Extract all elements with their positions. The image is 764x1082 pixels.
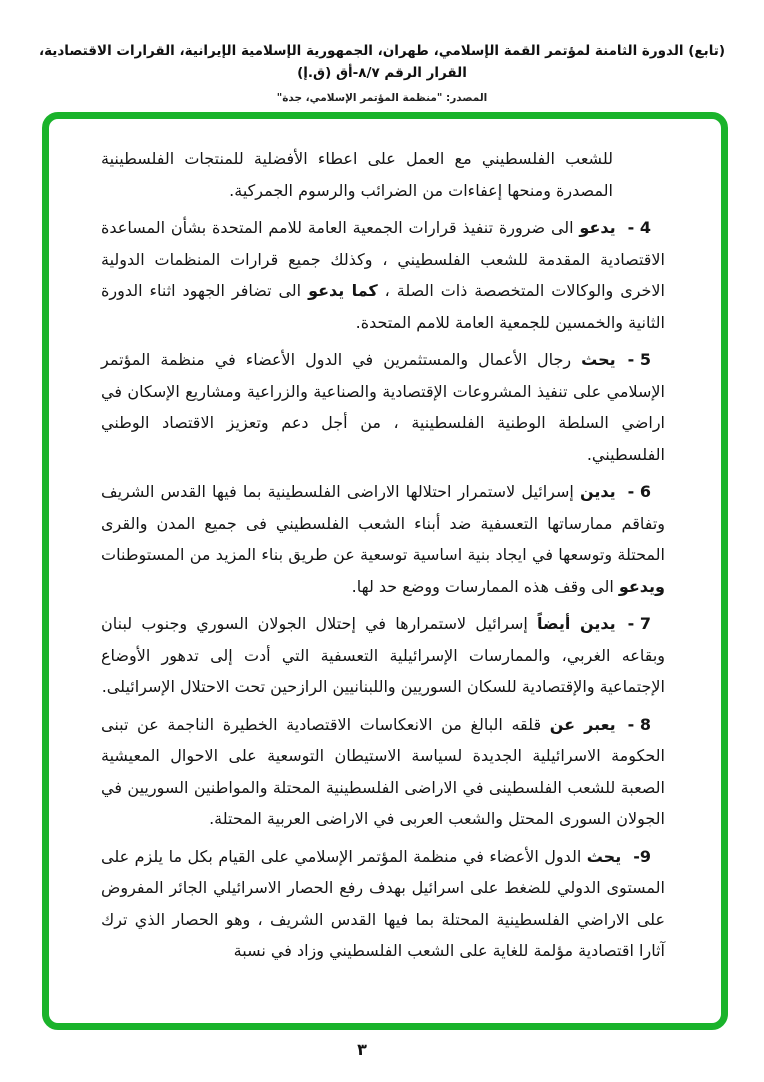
- item-body-text: الى وقف هذه الممارسات ووضع حد لها.: [351, 576, 619, 596]
- item-lead-word: كما يدعو: [308, 281, 378, 300]
- resolution-items: [101, 212, 665, 967]
- item-text: [101, 482, 665, 596]
- resolution-item: [101, 841, 665, 967]
- item-lead-word: ويدعو: [618, 576, 665, 596]
- item-lead-word: يدعو: [579, 218, 616, 237]
- item-number: 8 -: [627, 714, 652, 734]
- resolution-item: [101, 476, 665, 602]
- item-body-text: إسرائيل لاستمرارها في إحتلال الجولان السوري وجنوب لبنان وبقاعه الغربي، والممارسات الإسرائيلية التعسفية التي أدت إلى تدهور الأوضاع الإجتماعية والإقتصادية للسكان السوريين واللبنانيين الرازحين تحت الاحتلال الإسرائيلى.: [101, 614, 665, 696]
- item-body-text: الدول الأعضاء في منظمة المؤتمر الإسلامي على القيام بكل ما يلزم على المستوى الدولي للضغط على اسرائيل بهدف رفع الحصار الاسرائيلي الجائر المفروض على الاراضي الفلسطينية المحتلة بما فيها القدس الشريف ، وهو الحصار الذي ترك آثارا اقتصادية مؤلمة للغاية على الشعب الفلسطيني وزاد في نسبة: [101, 846, 665, 960]
- item-number: 5 -: [627, 350, 651, 369]
- item-text: [101, 218, 665, 332]
- resolution-content: [49, 119, 721, 1023]
- resolution-item: [101, 608, 665, 703]
- item-body-text: إسرائيل لاستمرار احتلالها الاراضى الفلسطينية بما فيها القدس الشريف وتفاقم ممارساتها التعسفية ضد أبناء الشعب الفلسطيني فى جميع المدن والقرى المحتلة وتوسعها في ايجاد بنية اساسية توسعية عن طريق بناء المزيد من المستوطنات: [101, 482, 665, 564]
- item-text: [101, 350, 665, 464]
- item-lead-word: يحث: [581, 350, 616, 369]
- resolution-item: [101, 344, 665, 470]
- item-text: [101, 614, 665, 696]
- item-lead-word: يدين: [579, 482, 616, 501]
- item-lead-word: يحث: [586, 846, 622, 866]
- header-title-line: (تابع) الدورة الثامنة لمؤتمر القمة الإسلامي، طهران، الجمهورية الإسلامية الإيرانية، القرارات الاقتصادية، القرار الرقم ٨/٧-أق (ق.إ): [38, 43, 726, 81]
- page-number: ٣: [357, 1040, 367, 1059]
- document-frame: [42, 112, 728, 1030]
- intro-paragraph: للشعب الفلسطيني مع العمل على اعطاء الأفضلية للمنتجات الفلسطينية المصدرة ومنحها إعفاءات من الضرائب والرسوم الجمركية.: [101, 149, 613, 200]
- item-body-text: رجال الأعمال والمستثمرين في الدول الأعضاء في منظمة المؤتمر الإسلامي على تنفيذ المشروعات الإقتصادية والصناعية والزراعية ومشاريع الإسكان في اراضي السلطة الوطنية الفلسطينية ، من أجل دعم وتعزيز الاقتصاد الوطني الفلسطيني.: [101, 350, 665, 464]
- header-source-line: المصدر: "منظمة المؤتمر الإسلامي، جدة": [276, 92, 488, 104]
- item-body-text: الى تضافر الجهود اثناء الدورة الثانية والخمسين للجمعية العامة للامم المتحدة.: [101, 281, 665, 332]
- item-body-text: الى ضرورة تنفيذ قرارات الجمعية العامة للامم المتحدة بشأن المساعدة الاقتصادية المقدمة للشعب الفلسطيني ، وكذلك جميع قرارات المنظمات الدولية الاخرى والوكالات المتخصصة ذات الصلة ،: [101, 218, 666, 300]
- resolution-item: [101, 212, 665, 338]
- item-number: 4 -: [627, 218, 651, 237]
- item-number: 9-: [633, 846, 651, 866]
- item-number: 7 -: [627, 614, 651, 633]
- resolution-item: [101, 709, 665, 835]
- item-body-text: قلقه البالغ من الانعكاسات الاقتصادية الخطيرة الناجمة عن تبنى الحكومة الاسرائيلية الجديدة لسياسة الاستيطان التوسعية على الاحوال المعيشية الصعبة للشعب الفلسطينى في الاراضى الفلسطينية المحتلة والمواطنين السوريين في الجولان السورى المحتل والشعب العربى في الاراضى العربية المحتلة.: [101, 714, 665, 828]
- item-number: 6 -: [627, 482, 651, 501]
- item-text: [101, 847, 665, 961]
- item-text: [101, 715, 665, 829]
- item-lead-word: يعبر عن: [549, 714, 616, 734]
- page-header: [30, 40, 734, 104]
- item-lead-word: يدين أيضاً: [537, 614, 616, 633]
